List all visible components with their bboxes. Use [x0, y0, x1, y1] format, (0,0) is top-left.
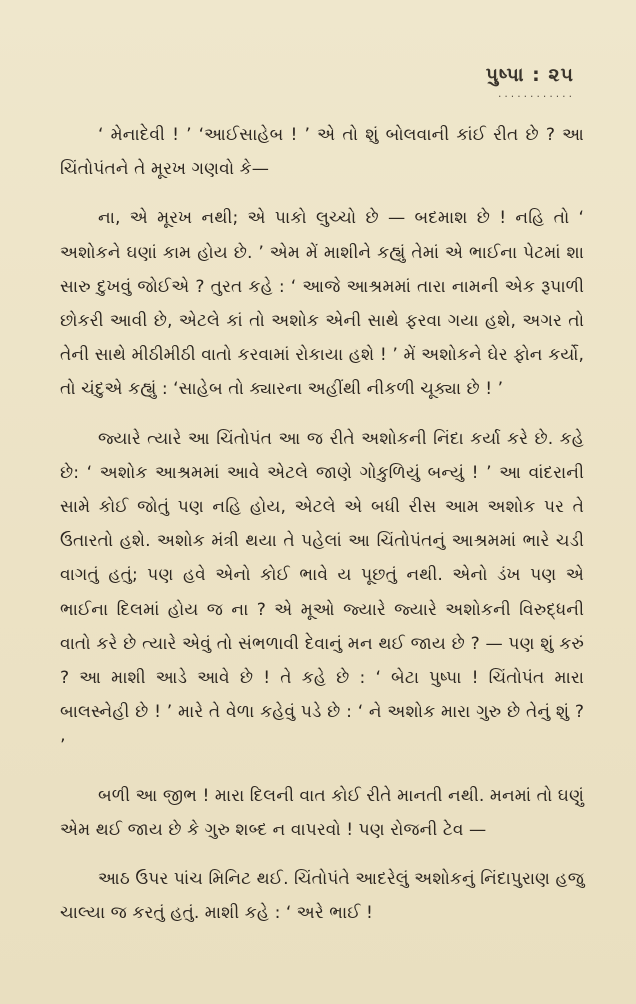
section-label: પુષ્પા : ૨૫ [485, 64, 574, 86]
paragraph: આઠ ઉપર પાંચ મિનિટ થઈ. ચિંતોપંતે આદરેલું અશોકનું નિંદાપુરાણ હજુ ચાલ્યા જ કરતું હતું. માશી કહે : ‘ અરે ભાઈ ! [60, 869, 584, 924]
paragraph: ‘ મેનાદેવી ! ’ ‘આઈસાહેબ ! ’ એ તો શું બોલવાની કાંઈ રીત છે ? આ ચિંતોપંતને તે મૂરખ ગણવો કે— [60, 125, 584, 180]
header-dotted-rule: ............ [496, 90, 574, 100]
body-text [60, 118, 584, 930]
paragraph: જ્યારે ત્યારે આ ચિંતોપંત આ જ રીતે અશોકની નિંદા કર્યા કરે છે. કહે છે: ‘ અશોક આશ્રમમાં આવે એટલે જાણે ગોકુળિયું બન્યું ! ’ આ વાંદરાની સામે કોઈ જોતું પણ નહિ હોય, એટલે એ બધી રીસ આમ અશોક પર તે ઉતારતો હશે. અશોક મંત્રી થયા તે પહેલાં આ ચિંતોપંતનું આશ્રમમાં ભારે ચડી વાગતું હતું; પણ હવે એનો કોઈ ભાવે ય પૂછતું નથી. એનો ડંખ પણ એ ભાઈના દિલમાં હોય જ ના ? એ મૂઓ જ્યારે જ્યારે અશોકની વિરુદ્ધની વાતો કરે છે ત્યારે એવું તો સંભળાવી દેવાનું મન થઈ જાય છે ? — પણ શું કરું ? આ માશી આડે આવે છે ! તે કહે છે : ‘ બેટા પુષ્પા ! ચિંતોપંત મારા બાલસ્નેહી છે ! ’ મારે તે વેળા કહેવું પડે છે : ‘ ને અશોક મારા ગુરુ છે તેનું શું ? ’ [60, 428, 584, 757]
paragraph: બળી આ જીભ ! મારા દિલની વાત કોઈ રીતે માનતી નથી. મનમાં તો ઘણું એમ થઈ જાય છે કે ગુરુ શબ્દ ન વાપરવો ! પણ રોજની ટેવ — [60, 785, 584, 840]
page-header [486, 64, 574, 100]
paragraph: ના, એ મૂરખ નથી; એ પાકો લુચ્ચો છે — બદમાશ છે ! નહિ તો ‘ અશોકને ઘણાં કામ હોય છે. ’ એમ મેં માશીને કહ્યું તેમાં એ ભાઈના પેટમાં શા સારુ દુખવું જોઈએ ? તુરત કહે : ‘ આજે આશ્રમમાં તારા નામની એક રૂપાળી છોકરી આવી છે, એટલે કાં તો અશોક એની સાથે ફરવા ગયા હશે, અગર તો તેની સાથે મીઠીમીઠી વાતો કરવામાં રોકાયા હશે ! ’ મેં અશોકને ઘેર ફોન કર્યો, તો ચંદુએ કહ્યું : ‘સાહેબ તો ક્યારના અહીંથી નીકળી ચૂક્યા છે ! ’ [60, 208, 584, 400]
